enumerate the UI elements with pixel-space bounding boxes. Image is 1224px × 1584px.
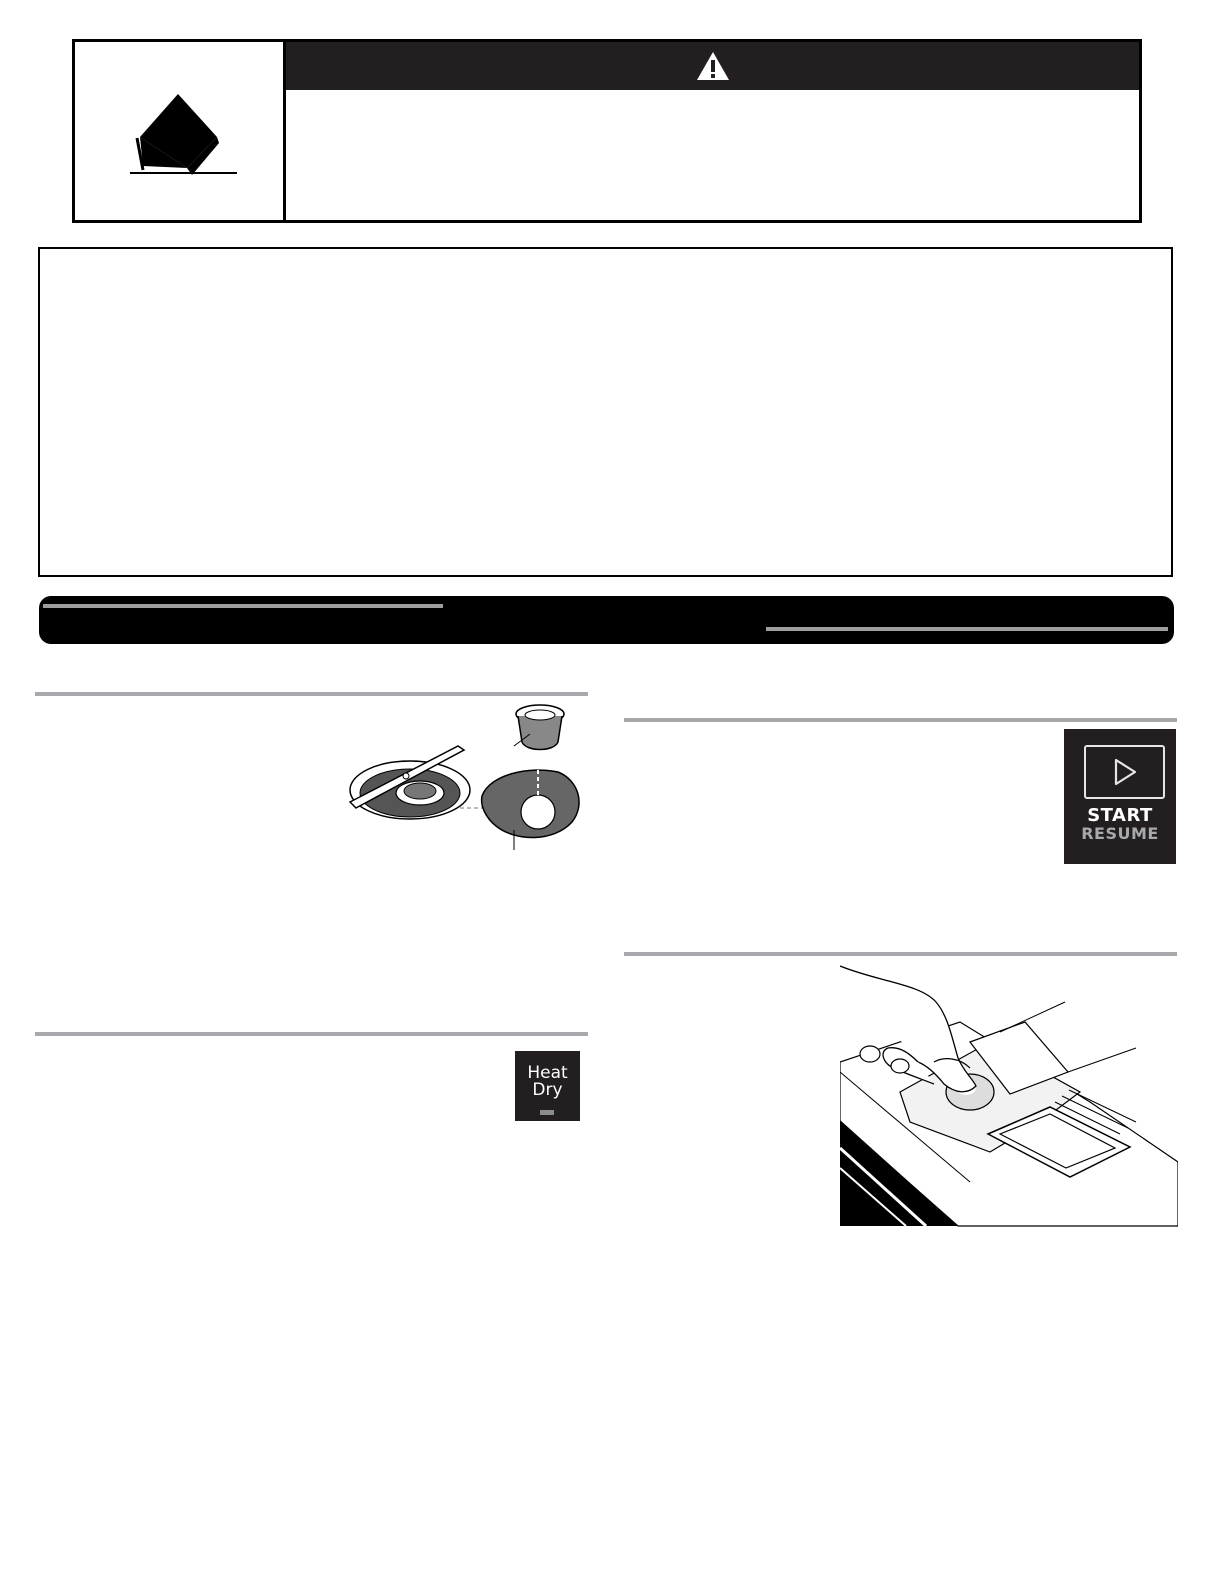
tip-over-hazard-icon — [75, 42, 280, 220]
section-rule-left-2 — [35, 1032, 588, 1036]
filter-assembly-illustration — [340, 700, 590, 852]
start-label: START — [1087, 805, 1153, 826]
start-button-frame — [1084, 745, 1165, 799]
dry-label: Dry — [532, 1080, 563, 1100]
banner-accent-line-right — [766, 627, 1168, 631]
section-rule-right-1 — [624, 718, 1177, 722]
resume-label: RESUME — [1081, 824, 1159, 843]
heat-label: Heat — [527, 1063, 568, 1083]
section-rule-left-1 — [35, 692, 588, 696]
instructions-box — [38, 247, 1173, 577]
warning-body — [286, 90, 1139, 220]
heat-dry-indicator-light — [540, 1110, 554, 1115]
warning-triangle-icon — [696, 51, 730, 81]
warning-pictogram-cell — [75, 42, 286, 220]
detergent-dispenser-illustration — [840, 962, 1178, 1228]
section-rule-right-2 — [624, 952, 1177, 956]
start-resume-button[interactable] — [1064, 729, 1176, 864]
banner-accent-line-left — [43, 604, 443, 608]
section-banner — [39, 596, 1174, 644]
play-icon — [1113, 757, 1139, 787]
warning-header-bar — [286, 42, 1139, 90]
heat-dry-button[interactable] — [515, 1051, 580, 1121]
warning-box — [72, 39, 1142, 223]
